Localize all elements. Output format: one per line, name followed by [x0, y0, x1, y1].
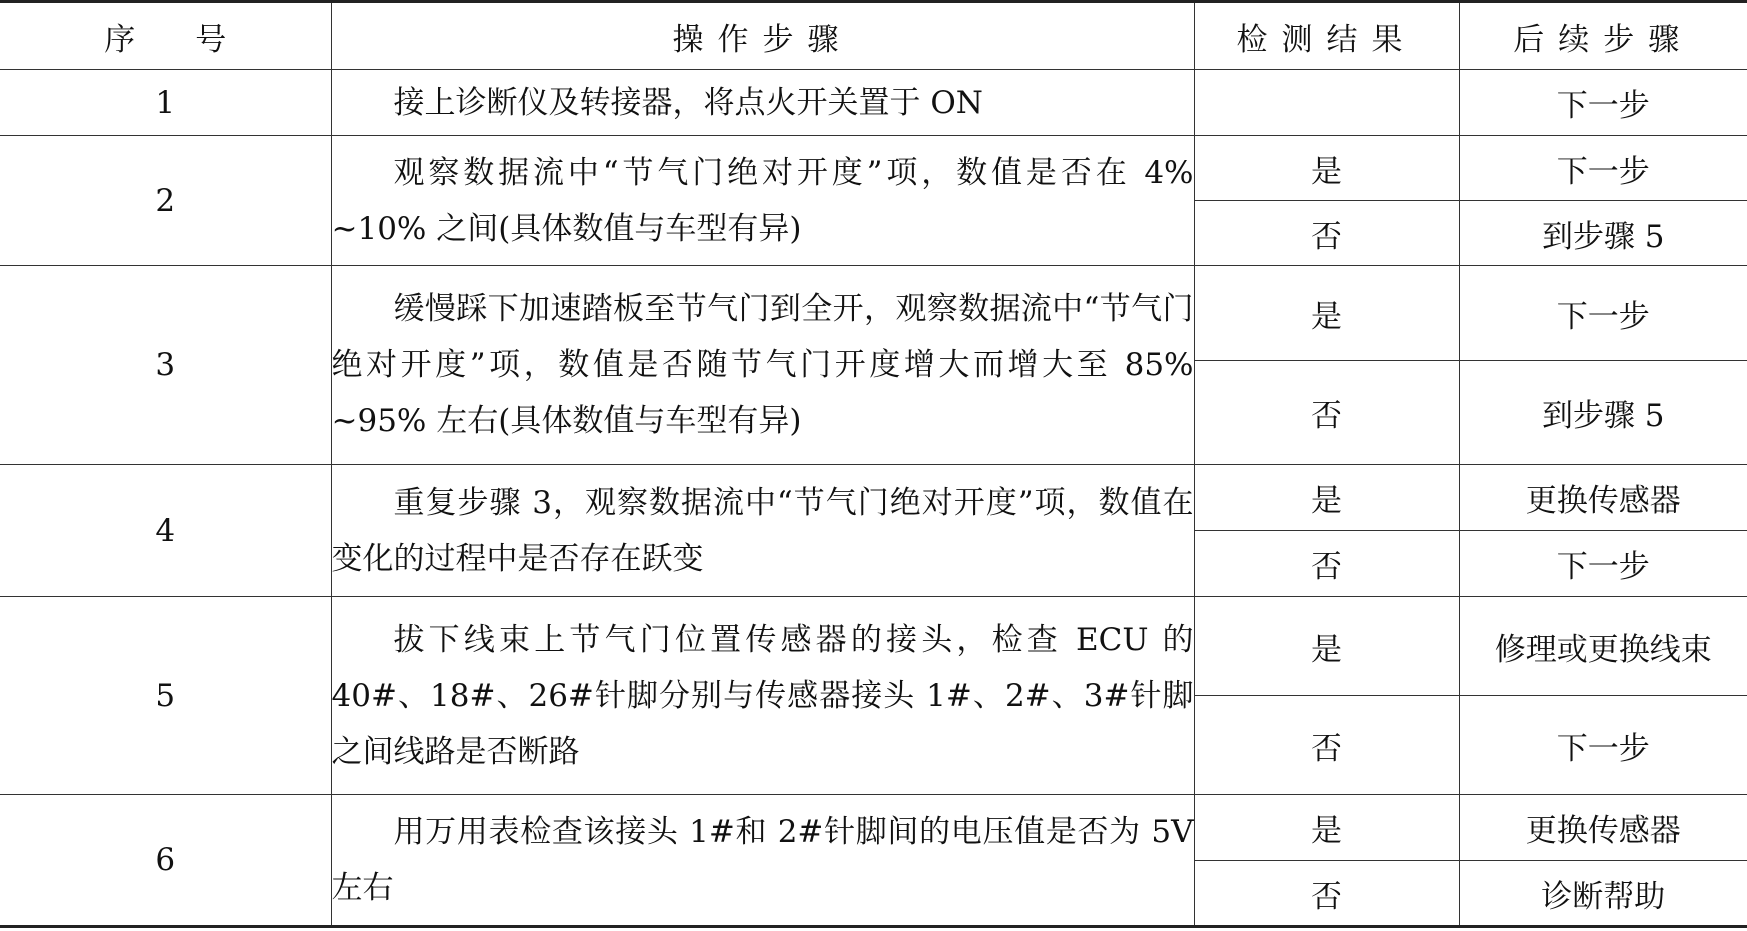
result-cell: 是	[1194, 266, 1459, 361]
step-cell: 重复步骤 3，观察数据流中“节气门绝对开度”项，数值在变化的过程中是否存在跃变	[331, 465, 1194, 597]
table-row	[0, 465, 1747, 531]
seq-cell: 3	[0, 266, 331, 465]
result-cell: 否	[1194, 696, 1459, 795]
table-row	[0, 795, 1747, 861]
step-cell: 拔下线束上节气门位置传感器的接头，检查 ECU 的 40#、18#、26#针脚分别与传感器接头 1#、2#、3#针脚之间线路是否断路	[331, 597, 1194, 795]
next-cell: 修理或更换线束	[1459, 597, 1747, 696]
next-cell: 更换传感器	[1459, 465, 1747, 531]
result-cell: 是	[1194, 136, 1459, 201]
result-cell: 是	[1194, 465, 1459, 531]
header-next: 后续步骤	[1459, 2, 1747, 70]
next-cell: 下一步	[1459, 136, 1747, 201]
next-cell: 下一步	[1459, 531, 1747, 597]
result-cell: 否	[1194, 361, 1459, 465]
step-cell: 接上诊断仪及转接器，将点火开关置于 ON	[331, 70, 1194, 136]
next-cell: 到步骤 5	[1459, 201, 1747, 266]
next-cell: 下一步	[1459, 696, 1747, 795]
header-row	[0, 2, 1747, 70]
seq-cell: 1	[0, 70, 331, 136]
seq-cell: 6	[0, 795, 331, 927]
next-cell: 更换传感器	[1459, 795, 1747, 861]
header-step: 操作步骤	[331, 2, 1194, 70]
result-cell: 是	[1194, 795, 1459, 861]
next-cell: 下一步	[1459, 70, 1747, 136]
result-cell: 否	[1194, 861, 1459, 927]
table-row	[0, 266, 1747, 361]
header-seq-a: 序	[104, 21, 136, 58]
result-cell	[1194, 70, 1459, 136]
result-cell: 是	[1194, 597, 1459, 696]
next-cell: 到步骤 5	[1459, 361, 1747, 465]
table-row	[0, 70, 1747, 136]
result-cell: 否	[1194, 531, 1459, 597]
next-cell: 诊断帮助	[1459, 861, 1747, 927]
result-cell: 否	[1194, 201, 1459, 266]
next-cell: 下一步	[1459, 266, 1747, 361]
step-cell: 缓慢踩下加速踏板至节气门到全开，观察数据流中“节气门绝对开度”项，数值是否随节气门开度增大而增大至 85% ~95% 左右(具体数值与车型有异)	[331, 266, 1194, 465]
header-result: 检测结果	[1194, 2, 1459, 70]
header-seq	[0, 2, 331, 70]
seq-cell: 5	[0, 597, 331, 795]
seq-cell: 2	[0, 136, 331, 266]
table-row	[0, 597, 1747, 696]
seq-cell: 4	[0, 465, 331, 597]
step-cell: 用万用表检查该接头 1#和 2#针脚间的电压值是否为 5V 左右	[331, 795, 1194, 927]
header-seq-b: 号	[195, 21, 227, 58]
table-row	[0, 136, 1747, 201]
step-cell: 观察数据流中“节气门绝对开度”项，数值是否在 4% ~10% 之间(具体数值与车型有异)	[331, 136, 1194, 266]
